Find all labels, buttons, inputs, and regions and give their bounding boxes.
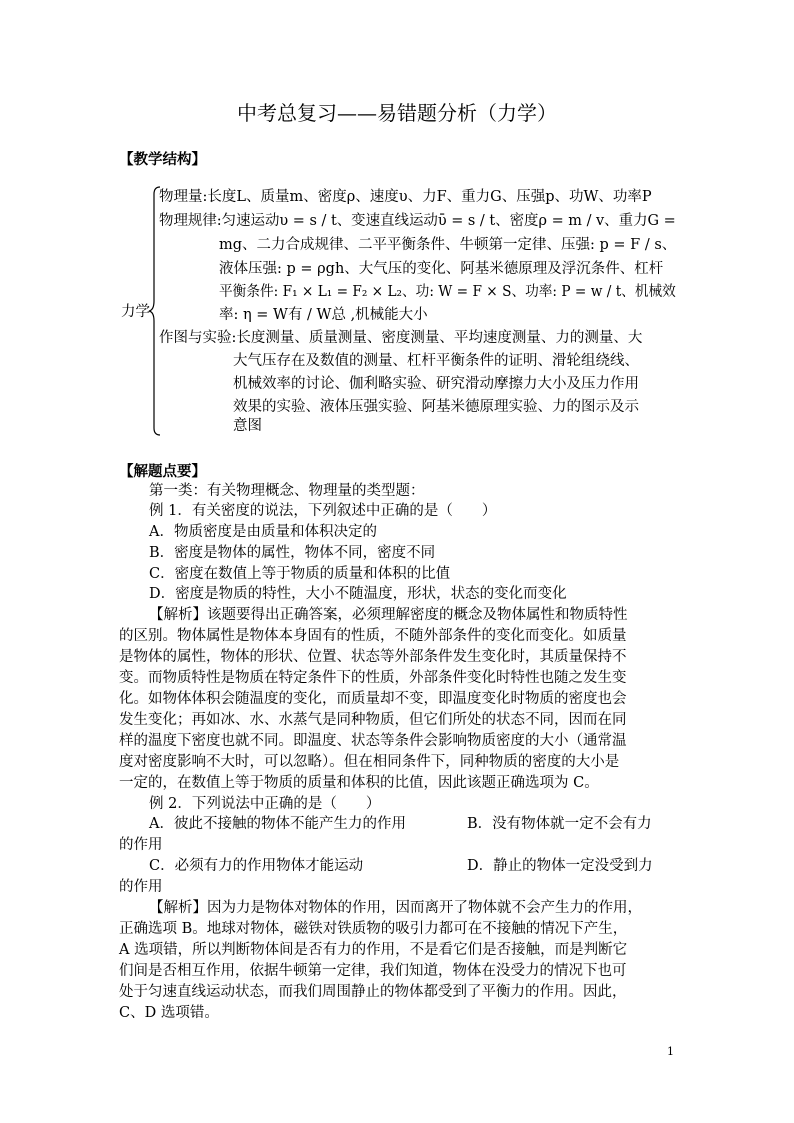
analysis-2-line: A 选项错，所以判断物体间是否有力的作用，不是看它们是否接触，而是判断它: [119, 942, 628, 958]
example-1-option-a: A．物质密度是由质量和体积决定的: [149, 524, 377, 540]
structure-line-7: 作图与实验:长度测量、质量测量、密度测量、平均速度测量、力的测量、大: [159, 330, 643, 346]
structure-line-1: 物理量:长度L、质量m、密度ρ、速度υ、力F、重力G、压强p、功W、功率P: [159, 189, 652, 205]
example-2-option-c: C．必须有力的作用物体才能运动: [149, 858, 364, 874]
analysis-2-line: 们间是否相互作用，依据牛顿第一定律，我们知道，物体在没受力的情况下也可: [119, 963, 627, 979]
example-1-option-d: D．密度是物质的特性，大小不随温度，形状，状态的变化而变化: [149, 586, 567, 602]
analysis-2-line: 【解析】因为力是物体对物体的作用，因而离开了物体就不会产生力的作用，: [149, 900, 642, 916]
structure-line-3: mg、二力合成规律、二平平衡条件、牛顿第一定律、压强: p = F / s、: [219, 237, 677, 253]
example-1-option-c: C．密度在数值上等于物质的质量和体积的比值: [149, 566, 451, 582]
analysis-1-line: 【解析】该题要得出正确答案，必须理解密度的概念及物体属性和物质特性: [149, 607, 628, 623]
structure-line-8: 大气压存在及数值的测量、杠杆平衡条件的证明、滑轮组绕线、: [233, 353, 639, 369]
section-heading-structure: 【教学结构】: [119, 151, 206, 168]
category-heading: 第一类：有关物理概念、物理量的类型题：: [149, 483, 425, 499]
analysis-1-line: 度对密度影响不大时，可以忽略）。但在相同条件下，同种物质的密度的大小是: [119, 754, 620, 770]
analysis-2-line: 正确选项 B。地球对物体，磁铁对铁质物的吸引力都可在不接触的情况下产生，: [119, 921, 628, 937]
analysis-1-line: 一定的，在数值上等于物质的质量和体积的比值，因此该题正确选项为 C。: [119, 775, 599, 791]
structure-line-4: 液体压强: p = ρgh、大气压的变化、阿基米德原理及浮沉条件、杠杆: [219, 261, 664, 277]
structure-line-2: 物理规律:匀速运动υ = s / t、变速直线运动ῡ = s / t、密度ρ = m / v、重力G =: [159, 213, 676, 229]
structure-line-5: 平衡条件: F₁ × L₁ = F₂ × L₂、功: W = F × S、功率: P = w / t、机械效: [219, 284, 676, 300]
analysis-1-line: 是物体的属性，物体的形状、位置、状态等外部条件发生变化时，其质量保持不: [119, 649, 627, 665]
analysis-1-line: 变。而物质特性是物质在特定条件下的性质，外部条件变化时特性也随之发生变: [119, 670, 627, 686]
structure-line-9: 机械效率的讨论、伽利略实验、研究滑动摩擦力大小及压力作用: [233, 376, 639, 392]
example-2-option-b: B．没有物体就一定不会有力: [467, 816, 652, 832]
analysis-2-line: C、D 选项错。: [119, 1005, 219, 1021]
brace-label: 力学: [121, 304, 150, 320]
page-title: 中考总复习——易错题分析（力学）: [237, 101, 557, 125]
structure-line-11: 意图: [233, 418, 262, 434]
structure-line-10: 效果的实验、液体压强实验、阿基米德原理实验、力的图示及示: [233, 399, 639, 415]
example-1-option-b: B．密度是物体的属性，物体不同，密度不同: [149, 545, 436, 561]
analysis-1-line: 化。如物体体积会随温度的变化，而质量却不变，即温度变化时物质的密度也会: [119, 691, 627, 707]
example-1-question: 例 1．有关密度的说法，下列叙述中正确的是（ ）: [149, 503, 497, 519]
analysis-1-line: 样的温度下密度也就不同。即温度、状态等条件会影响物质密度的大小（通常温: [119, 733, 627, 749]
analysis-1-line: 发生变化；再如冰、水、水蒸气是同种物质，但它们所处的状态不同，因而在同: [119, 712, 627, 728]
section-heading-solutions: 【解题点要】: [119, 463, 206, 480]
example-2-option-b-cont: 的作用: [119, 837, 163, 853]
analysis-1-line: 的区别。物体属性是物体本身固有的性质，不随外部条件的变化而变化。如质量: [119, 628, 627, 644]
example-2-question: 例 2．下列说法中正确的是（ ）: [149, 796, 381, 812]
analysis-2-line: 处于匀速直线运动状态，而我们周围静止的物体都受到了平衡力的作用。因此，: [119, 984, 627, 1000]
example-2-option-d-cont: 的作用: [119, 879, 163, 895]
structure-line-6: 率: η = W有 / W总 ,机械能大小: [219, 307, 428, 323]
example-2-option-d: D．静止的物体一定没受到力: [467, 858, 653, 874]
page-number: 1: [667, 1045, 674, 1058]
example-2-option-a: A．彼此不接触的物体不能产生力的作用: [149, 816, 406, 832]
